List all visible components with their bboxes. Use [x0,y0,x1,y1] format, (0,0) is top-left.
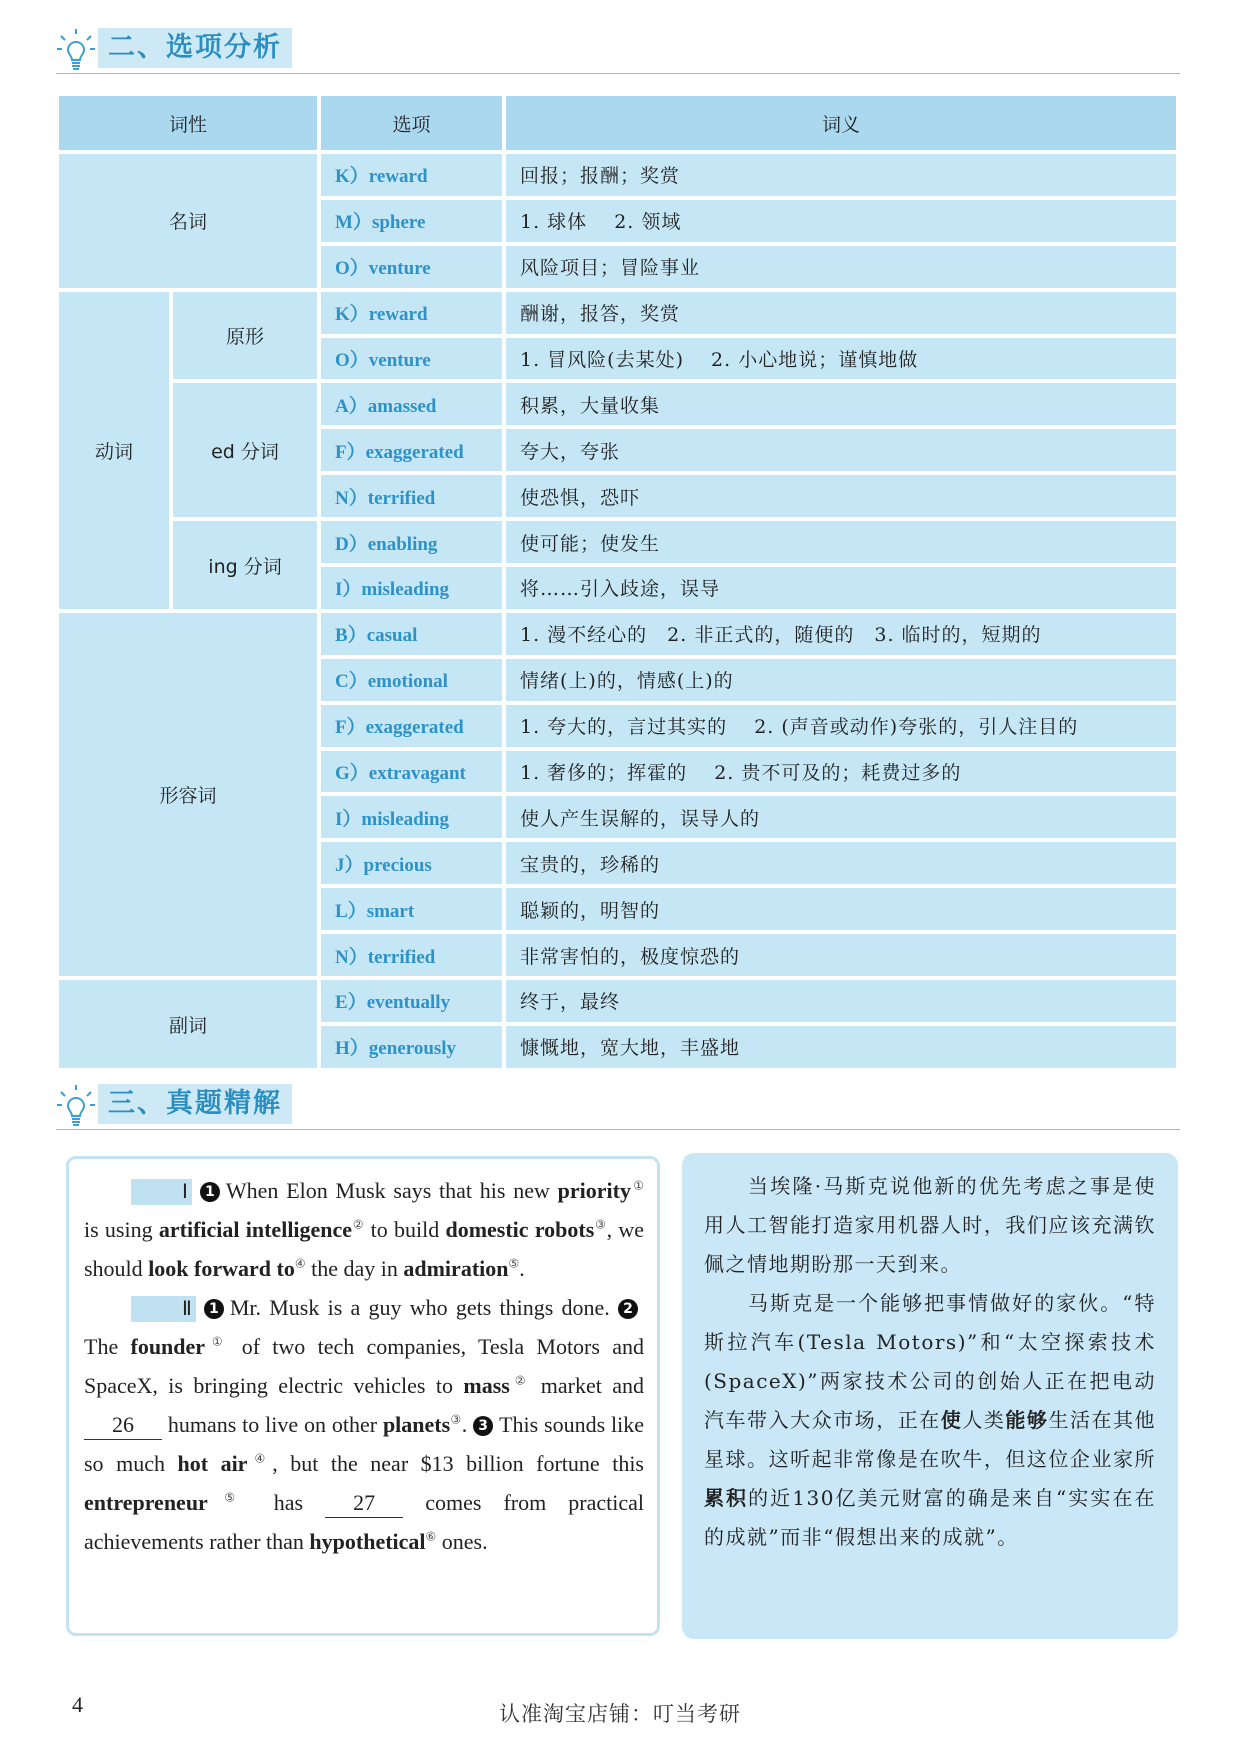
meaning-cell: 使可能；使发生 [506,521,1176,563]
section-title: 二、选项分析 [98,28,292,68]
option-cell: J）precious [321,842,502,884]
passage-text: . [461,1412,474,1437]
meaning-cell: 使人产生误解的，误导人的 [506,796,1176,838]
header-meaning: 词义 [506,96,1176,150]
option-cell: B）casual [321,613,502,655]
meaning-cell: 1. 漫不经心的 2. 非正式的，随便的 3. 临时的，短期的 [506,613,1176,655]
keyword-note: ② [352,1217,365,1232]
paragraph-2 [84,1288,644,1561]
keyword: domestic robots [445,1217,595,1242]
footer-note: 认准淘宝店铺：叮当考研 [499,1702,741,1726]
meaning-cell: 将……引入歧途，误导 [506,567,1176,609]
meaning-cell: 非常害怕的，极度惊恐的 [506,934,1176,976]
passage-text: the day in [305,1256,404,1281]
keyword: look forward to [148,1256,295,1281]
pos-adjective: 形容词 [59,613,317,976]
header-option: 选项 [321,96,502,150]
paragraph-marker: Ⅱ [131,1296,196,1322]
keyword-note: ① [205,1334,230,1349]
passage-text: , we should [84,1217,645,1281]
keyword: hypothetical [309,1529,426,1554]
answer-blank-26[interactable]: 26 [84,1411,162,1440]
meaning-cell: 慷慨地，宽大地，丰盛地 [506,1026,1176,1068]
table-row [59,292,1176,334]
sentence-number: 1 [200,1182,220,1202]
meaning-cell: 酬谢，报答，奖赏 [506,292,1176,334]
table-header-row [59,96,1176,150]
option-cell: O）venture [321,246,502,288]
meaning-cell: 风险项目；冒险事业 [506,246,1176,288]
lightbulb-icon [56,1084,96,1128]
passage-text: . [519,1256,525,1281]
chinese-translation [682,1153,1178,1639]
option-cell: K）reward [321,292,502,334]
sentence-number: 1 [204,1299,224,1319]
option-cell: N）terrified [321,475,502,517]
vocab-table [55,92,1180,1072]
passage-text: This sounds like so much [84,1412,645,1476]
option-cell: F）exaggerated [321,429,502,471]
keyword: hot air [177,1451,248,1476]
passage-text: of two tech companies, Tesla Motors and SpaceX, is bringing electric vehicles to [84,1334,645,1398]
keyword-note: ③ [594,1217,607,1232]
table-row [59,154,1176,196]
option-cell: K）reward [321,154,502,196]
translation-text: 生活在其他星球。这听起非常像是在吹牛，但这位企业家所 [704,1408,1157,1471]
keyword-note: ① [630,1178,645,1193]
translation-paragraph-2 [704,1284,1156,1557]
keyword: mass [463,1373,510,1398]
translation-text: 人类 [962,1408,1006,1432]
option-cell: O）venture [321,338,502,380]
paragraph-marker: Ⅰ [131,1179,192,1205]
option-cell: A）amassed [321,383,502,425]
table-row [59,613,1176,655]
passage-text: to build [364,1217,446,1242]
meaning-cell: 宝贵的，珍稀的 [506,842,1176,884]
option-cell: C）emotional [321,659,502,701]
lightbulb-icon [56,28,96,72]
keyword: artificial intelligence [158,1217,353,1242]
passage-text: Mr. Musk is a guy who gets things done. [229,1295,618,1320]
keyword-note: ③ [450,1412,462,1427]
passage-text: When Elon Musk says that his new [225,1178,558,1203]
option-cell: G）extravagant [321,751,502,793]
highlight-word: 使 [940,1408,963,1432]
keyword-note: ② [509,1373,531,1388]
translation-paragraph-1: 当埃隆·马斯克说他新的优先考虑之事是使用人工智能打造家用机器人时，我们应该充满钦佩之情地期盼那一天到来。 [704,1174,1156,1276]
section-title: 三、真题精解 [98,1084,292,1124]
meaning-cell: 1. 球体 2. 领域 [506,200,1176,242]
passage-text: market and [530,1373,644,1398]
divider [56,1129,1180,1130]
divider [56,73,1180,74]
table-row [59,980,1176,1022]
keyword-note: ⑥ [425,1529,437,1544]
translation-text: 马斯克是一个能够把事情做好的家伙。“特斯拉汽车(Tesla Motors)”和“太空探索技术(SpaceX)”两家技术公司的创始人正在把电动汽车带入大众市场，正在 [704,1291,1156,1432]
verb-form-ed: ed 分词 [173,383,317,517]
option-cell: H）generously [321,1026,502,1068]
keyword-note: ⑤ [207,1490,252,1505]
passage-text: The [84,1334,131,1359]
keyword: admiration [403,1256,509,1281]
verb-form-base: 原形 [173,292,317,380]
highlight-word: 能够 [1005,1408,1049,1432]
option-cell: I）misleading [321,796,502,838]
option-cell: I）misleading [321,567,502,609]
pos-adverb: 副词 [59,980,317,1068]
passage-text: ones. [436,1529,488,1554]
keyword-note: ⑤ [508,1256,520,1271]
keyword: planets [382,1412,451,1437]
passage-text: has [251,1490,326,1515]
meaning-cell: 回报；报酬；奖赏 [506,154,1176,196]
keyword: entrepreneur [84,1490,208,1515]
meaning-cell: 终于，最终 [506,980,1176,1022]
table-row [59,521,1176,563]
meaning-cell: 聪颖的，明智的 [506,888,1176,930]
meaning-cell: 夸大，夸张 [506,429,1176,471]
meaning-cell: 1. 冒风险(去某处) 2. 小心地说；谨慎地做 [506,338,1176,380]
pos-noun: 名词 [59,154,317,288]
answer-blank-27[interactable]: 27 [325,1489,403,1518]
sentence-number: 3 [473,1416,493,1436]
highlight-word: 累积 [704,1486,749,1510]
option-cell: D）enabling [321,521,502,563]
option-cell: E）eventually [321,980,502,1022]
english-passage [66,1156,660,1636]
passage-text: humans to live on other [162,1412,383,1437]
passage-text: , but the near $13 billion fortune this [272,1451,644,1476]
translation-text: 的近130亿美元财富的确是来自“实实在在的成就”而非“假想出来的成就”。 [704,1486,1157,1549]
option-cell: M）sphere [321,200,502,242]
header-pos: 词性 [59,96,317,150]
paragraph-1 [84,1171,644,1288]
sentence-number: 2 [618,1299,638,1319]
meaning-cell: 情绪(上)的，情感(上)的 [506,659,1176,701]
verb-form-ing: ing 分词 [173,521,317,609]
pos-verb: 动词 [59,292,169,609]
keyword-note: ④ [294,1256,306,1271]
passage-text: is using [84,1217,159,1242]
passage-text: comes from practical achievements rather than [84,1490,644,1554]
keyword: priority [557,1178,631,1203]
option-cell: F）exaggerated [321,705,502,747]
keyword: founder [130,1334,206,1359]
meaning-cell: 使恐惧，恐吓 [506,475,1176,517]
option-cell: N）terrified [321,934,502,976]
page-number: 4 [72,1692,83,1717]
meaning-cell: 积累，大量收集 [506,383,1176,425]
keyword-note: ④ [247,1451,273,1466]
meaning-cell: 1. 夸大的，言过其实的 2. (声音或动作)夸张的，引人注目的 [506,705,1176,747]
meaning-cell: 1. 奢侈的；挥霍的 2. 贵不可及的；耗费过多的 [506,751,1176,793]
section-header-options [56,24,1180,74]
section-header-analysis [56,1080,1180,1130]
option-cell: L）smart [321,888,502,930]
table-row [59,383,1176,425]
